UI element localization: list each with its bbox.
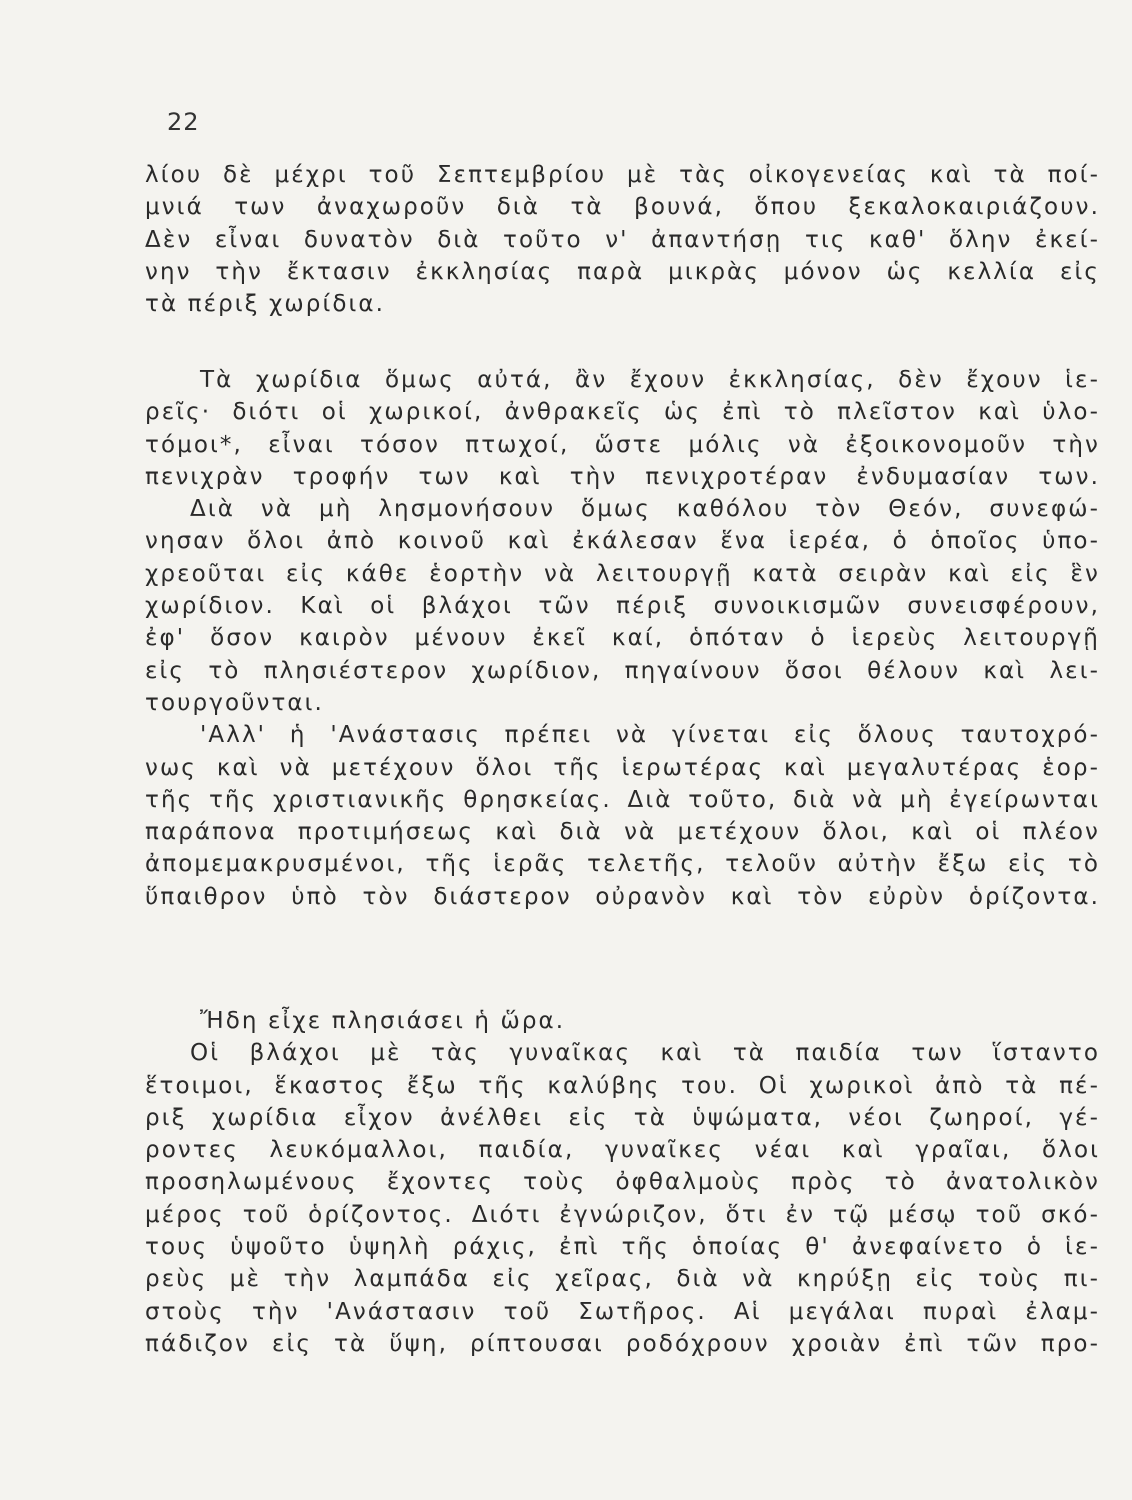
page-number: 22 <box>167 108 200 136</box>
text-line: Διὰ νὰ μὴ λησμονήσουν ὅμως καθόλου τὸν Θεόν, συνεφώ- <box>190 496 1100 523</box>
text-line: τόμοι*, εἶναι τόσον πτωχοί, ὥστε μόλις νὰ ἐξοικονομοῦν τὴν <box>145 431 1100 458</box>
text-line: ρεῖς· διότι οἱ χωρικοί, ἀνθρακεῖς ὡς ἐπὶ τὸ πλεῖστον καὶ ὑλο- <box>145 399 1100 426</box>
text-line: στοὺς τὴν 'Ανάστασιν τοῦ Σωτῆρος. Αἱ μεγάλαι πυραὶ ἐλαμ- <box>145 1298 1100 1325</box>
paragraph-2 <box>145 364 1100 913</box>
text-line: χρεοῦται εἰς κάθε ἑορτὴν νὰ λειτουργῇ κατὰ σειρὰν καὶ εἰς ἓν <box>145 560 1100 587</box>
text-line: πενιχρὰν τροφήν των καὶ τὴν πενιχροτέραν ἐνδυμασίαν των. <box>145 463 1100 490</box>
text-line: νως καὶ νὰ μετέχουν ὅλοι τῆς ἱερωτέρας καὶ μεγαλυτέρας ἑορ- <box>145 754 1100 781</box>
text-line: Ἤδη εἶχε πλησιάσει ἡ ὥρα. <box>200 1008 566 1034</box>
text-line: τὰ πέριξ χωρίδια. <box>145 291 386 318</box>
text-line: ἀπομεμακρυσμένοι, τῆς ἱερᾶς τελετῆς, τελοῦν αὐτὴν ἔξω εἰς τὸ <box>145 851 1100 878</box>
text-line: μέρος τοῦ ὁρίζοντος. Διότι ἐγνώριζον, ὅτι ἐν τῷ μέσῳ τοῦ σκό- <box>145 1201 1100 1228</box>
text-line: τῆς τῆς χριστιανικῆς θρησκείας. Διὰ τοῦτο, διὰ νὰ μὴ ἐγείρωνται <box>145 786 1100 813</box>
paragraph-1 <box>145 159 1100 320</box>
text-line: ἕτοιμοι, ἕκαστος ἔξω τῆς καλύβης του. Οἱ χωρικοὶ ἀπὸ τὰ πέ- <box>145 1072 1100 1099</box>
text-line: 'Αλλ' ἡ 'Ανάστασις πρέπει νὰ γίνεται εἰς ὅλους ταυτοχρό- <box>200 722 1100 749</box>
text-line: μνιά των ἀναχωροῦν διὰ τὰ βουνά, ὅπου ξεκαλοκαιριάζουν. <box>145 194 1100 221</box>
text-line: ριξ χωρίδια εἶχον ἀνέλθει εἰς τὰ ὑψώματα, νέοι ζωηροί, γέ- <box>145 1104 1100 1131</box>
paragraph-3 <box>145 1005 1100 1360</box>
text-line: ὕπαιθρον ὑπὸ τὸν διάστερον οὐρανὸν καὶ τὸν εὐρὺν ὁρίζοντα. <box>145 883 1100 910</box>
text-line: τους ὑψοῦτο ὑψηλὴ ράχις, ἐπὶ τῆς ὁποίας θ' ἀνεφαίνετο ὁ ἱε- <box>145 1234 1100 1261</box>
text-line: νην τὴν ἔκτασιν ἐκκλησίας παρὰ μικρὰς μόνον ὡς κελλία εἰς <box>145 258 1100 285</box>
text-line: χωρίδιον. Καὶ οἱ βλάχοι τῶν πέριξ συνοικισμῶν συνεισφέρουν, <box>145 593 1100 620</box>
text-line: Τὰ χωρίδια ὅμως αὐτά, ἂν ἔχουν ἐκκλησίας, δὲν ἔχουν ἱε- <box>200 367 1100 393</box>
text-line: ρεὺς μὲ τὴν λαμπάδα εἰς χεῖρας, διὰ νὰ κηρύξῃ εἰς τοὺς πι- <box>145 1266 1100 1293</box>
text-line: παράπονα προτιμήσεως καὶ διὰ νὰ μετέχουν ὅλοι, καὶ οἱ πλέον <box>145 819 1100 846</box>
text-line: πάδιζον εἰς τὰ ὕψη, ρίπτουσαι ροδόχρουν χροιὰν ἐπὶ τῶν προ- <box>145 1330 1100 1357</box>
text-line: προσηλωμένους ἔχοντες τοὺς ὀφθαλμοὺς πρὸς τὸ ἀνατολικὸν <box>145 1169 1100 1196</box>
text-line: Δὲν εἶναι δυνατὸν διὰ τοῦτο ν' ἀπαντήσῃ τις καθ' ὅλην ἐκεί- <box>145 226 1100 253</box>
text-line: Οἱ βλάχοι μὲ τὰς γυναῖκας καὶ τὰ παιδία των ἵσταντο <box>190 1040 1100 1067</box>
text-line: λίου δὲ μέχρι τοῦ Σεπτεμβρίου μὲ τὰς οἰκογενείας καὶ τὰ ποί- <box>145 162 1100 188</box>
text-line: εἰς τὸ πλησιέστερον χωρίδιον, πηγαίνουν ὅσοι θέλουν καὶ λει- <box>145 657 1100 684</box>
text-line: ἐφ' ὅσον καιρὸν μένουν ἐκεῖ καί, ὁπόταν ὁ ἱερεὺς λειτουργῇ <box>145 625 1100 652</box>
text-line: ροντες λευκόμαλλοι, παιδία, γυναῖκες νέαι καὶ γραῖαι, ὅλοι <box>145 1137 1100 1164</box>
text-line: νησαν ὅλοι ἀπὸ κοινοῦ καὶ ἐκάλεσαν ἕνα ἱερέα, ὁ ὁποῖος ὑπο- <box>145 528 1100 555</box>
text-line: τουργοῦνται. <box>145 689 324 716</box>
